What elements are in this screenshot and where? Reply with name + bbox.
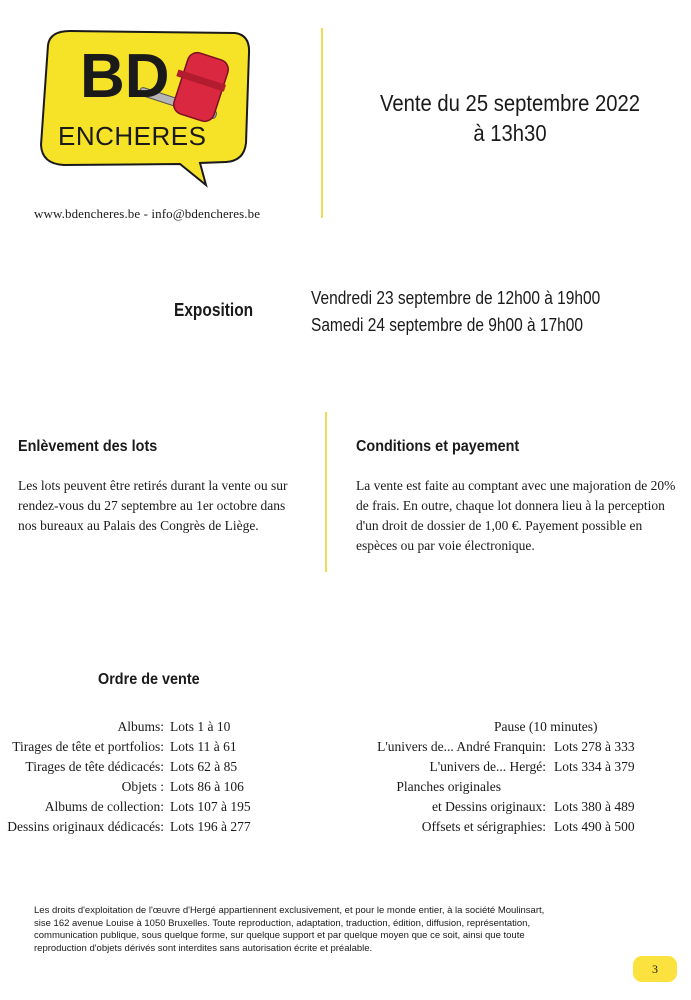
order-lots: Lots 196 à 277 [170,819,251,834]
order-lots: Lots 62 à 85 [170,759,238,774]
sale-time: à 13h30 [473,120,547,146]
pause-note: Pause (10 minutes) [494,719,598,734]
order-label: Offsets et sérigraphies: [421,819,546,834]
conditions-text [356,476,675,556]
order-lots: Lots 107 à 195 [170,799,251,814]
legal-notice: Les droits d'exploitation de l'œuvre d'Hergé appartiennent exclusivement, et pour le monde entier, à la société Moulinsart, sise 162 avenue Louise à 1050 Bruxelles. Toute reproduction, adaptation, traduction, édition, diffusion, représentation, communication publique, sous quelque forme, sur quelque support et par quelque moyen que ce soit, ainsi que toute reproduction d'objets dérivés sont interdites sans autorisation écrite et préalable. [34,905,545,954]
order-lots: Lots 380 à 489 [554,799,635,814]
removal-text [18,476,288,536]
order-label: Objets : [121,779,164,794]
order-label: Albums de collection: [44,799,164,814]
order-label: Tirages de tête et portfolios: [12,739,164,754]
vertical-divider-top [321,28,323,218]
exposition-date-1: Vendredi 23 septembre de 12h00 à 19h00 [311,288,601,308]
contact-line: www.bdencheres.be - info@bdencheres.be [34,206,261,221]
sale-heading [356,88,664,148]
order-lots: Lots 11 à 61 [170,739,237,754]
order-lots: Lots 86 à 106 [170,779,244,794]
order-lots: Lots 334 à 379 [554,759,635,774]
page-number: 3 [633,956,677,982]
sale-date: Vente du 25 septembre 2022 [380,90,640,116]
conditions-title: Conditions et payement [356,438,520,455]
logo-encheres-text: ENCHERES [58,121,207,151]
conditions-line: de frais. En outre, chaque lot donnera lieu à la perception [356,498,665,513]
order-label: Albums: [117,719,164,734]
order-label: Planches originales [396,779,501,794]
logo-graphic [30,25,255,190]
vertical-divider-middle [325,412,327,572]
conditions-line: La vente est faite au comptant avec une majoration de 20% [356,478,676,493]
removal-line: nos bureaux au Palais des Congrès de Liège. [18,518,259,533]
order-lots: Lots 278 à 333 [554,739,635,754]
order-label: Dessins originaux dédicacés: [7,819,164,834]
exposition-label: Exposition [174,300,254,320]
conditions-line: espèces ou par voie électronique. [356,538,535,553]
order-lots: Lots 1 à 10 [170,719,231,734]
order-lots: Lots 490 à 500 [554,819,635,834]
logo-bd-text: BD [80,42,170,111]
order-label: Tirages de tête dédicacés: [25,759,164,774]
removal-line: rendez-vous du 27 septembre au 1er octobre dans [18,498,286,513]
conditions-line: d'un droit de dossier de 1,00 €. Payement possible en [356,518,643,533]
order-label: L'univers de... André Franquin: [377,739,546,754]
removal-line: Les lots peuvent être retirés durant la vente ou sur [18,478,288,493]
order-label: L'univers de... Hergé: [429,759,546,774]
removal-title: Enlèvement des lots [18,438,158,455]
exposition-date-2: Samedi 24 septembre de 9h00 à 17h00 [311,315,583,335]
order-title: Ordre de vente [98,671,200,688]
order-label: et Dessins originaux: [432,799,546,814]
bd-encheres-logo [30,25,255,190]
